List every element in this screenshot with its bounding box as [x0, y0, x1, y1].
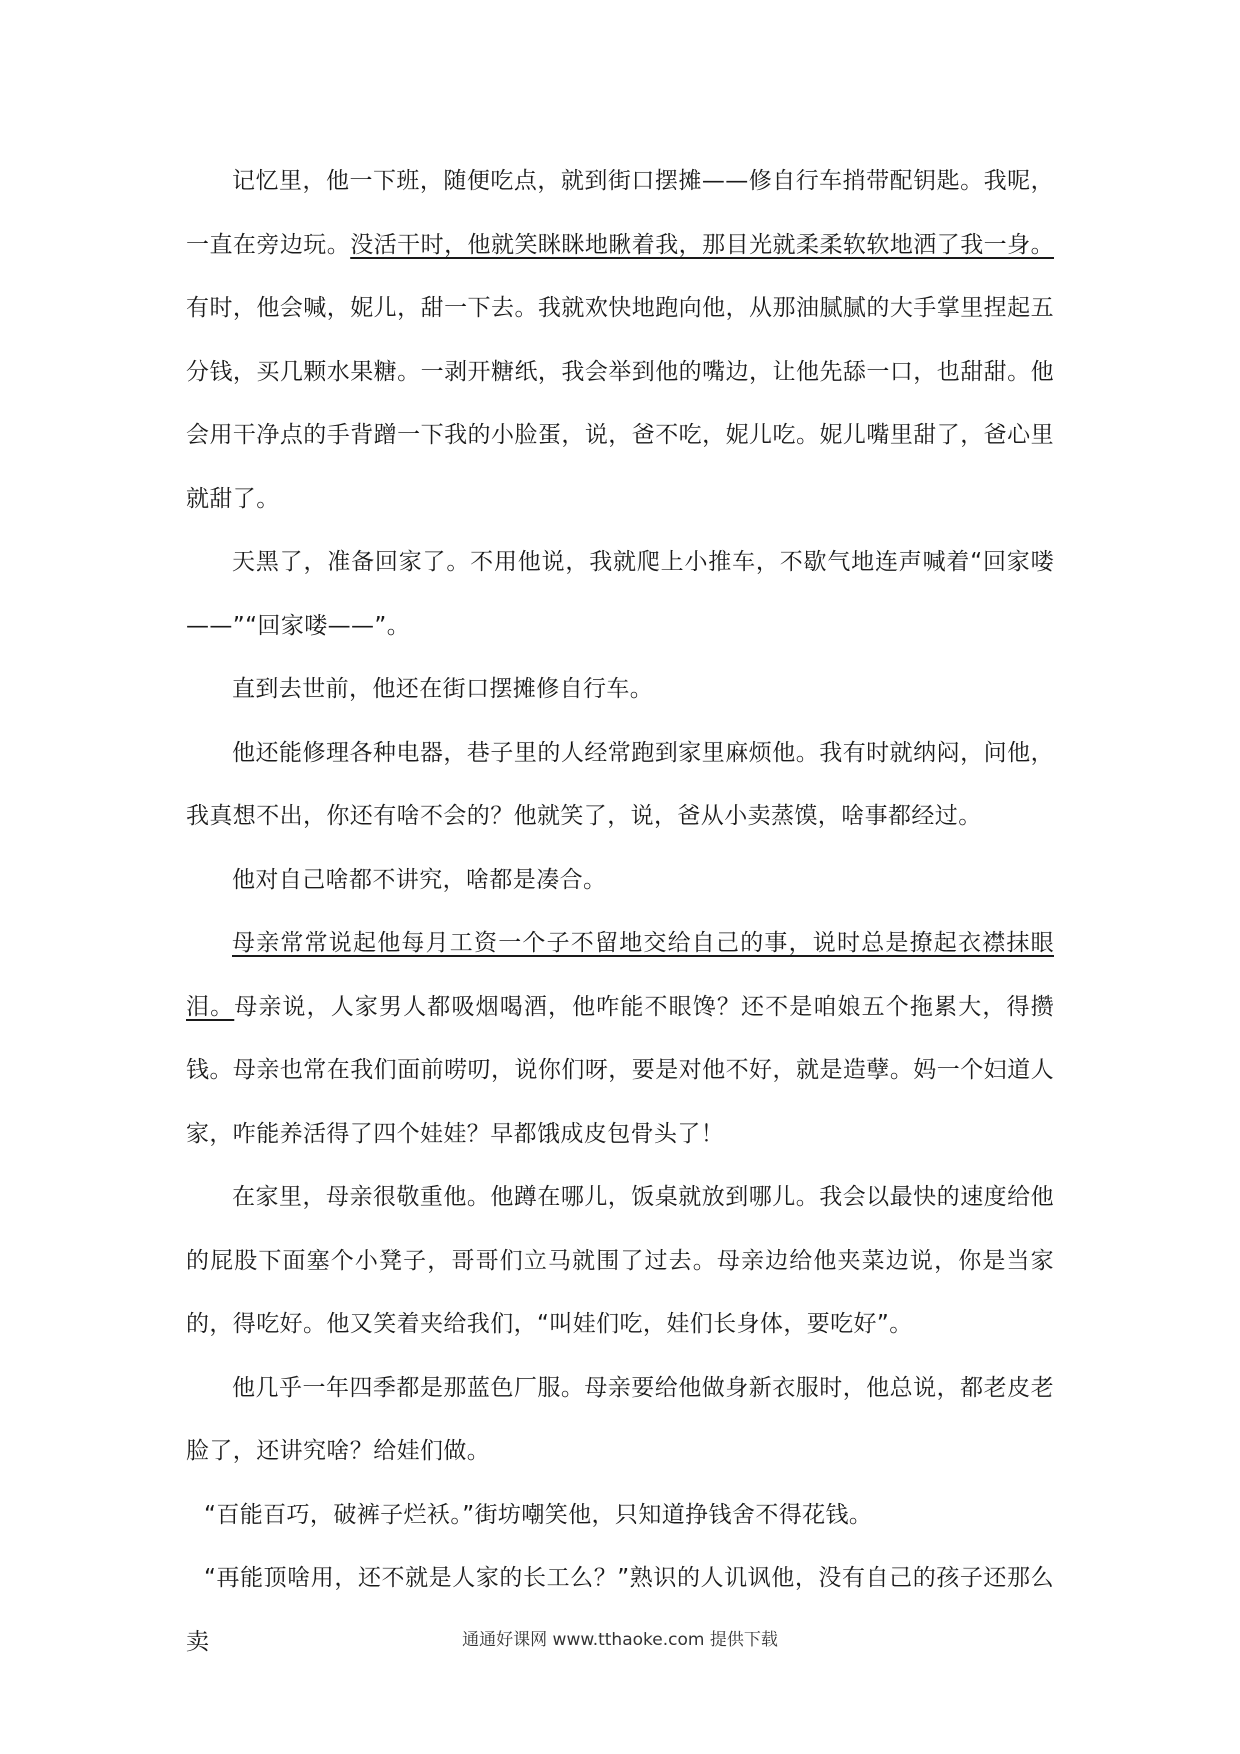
- paragraph-2: [186, 531, 1054, 658]
- paragraph-6: [186, 912, 1054, 1166]
- text-segment: “再能顶啥用，还不就是人家的长工么？”熟识的人讥讽他，没有自己的孩子还那么卖: [186, 1565, 1054, 1655]
- text-segment: “百能百巧，破裤子烂袄。”街坊嘲笑他，只知道挣钱舍不得花钱。: [204, 1501, 873, 1528]
- text-segment: 他还能修理各种电器，巷子里的人经常跑到家里麻烦他。我有时就纳闷，问他，我真想不出，你还有啥不会的？他就笑了，说，爸从小卖蒸馍，啥事都经过。: [186, 739, 1054, 829]
- text-segment: 记忆里，他一下班，随便吃点，就到街口摆摊——修自行车捎带配钥匙。我呢，一直在旁边玩。: [186, 168, 1054, 258]
- paragraph-5: [186, 849, 1054, 913]
- text-segment: 母亲说，人家男人都吸烟喝酒，他咋能不眼馋？还不是咱娘五个拖累大，得攒钱。母亲也常在我们面前唠叨，说你们呀，要是对他不好，就是造孽。妈一个妇道人家，咋能养活得了四个娃娃？早都饿成皮包骨头了！: [186, 993, 1054, 1147]
- footer-credit: 通通好课网 www.tthaoke.com 提供下载: [462, 1630, 778, 1650]
- paragraph-9: [186, 1484, 1054, 1548]
- text-segment: 在家里，母亲很敬重他。他蹲在哪儿，饭桌就放到哪儿。我会以最快的速度给他的屁股下面塞个小凳子，哥哥们立马就围了过去。母亲边给他夹菜边说，你是当家的，得吃好。他又笑着夹给我们，“叫娃们吃，娃们长身体，要吃好”。: [186, 1184, 1054, 1337]
- paragraph-10: [186, 1547, 1054, 1674]
- paragraph-7: [186, 1166, 1054, 1357]
- text-segment: 他对自己啥都不讲究，啥都是凑合。: [232, 866, 607, 893]
- text-segment: 他几乎一年四季都是那蓝色厂服。母亲要给他做身新衣服时，他总说，都老皮老脸了，还讲究啥？给娃们做。: [186, 1374, 1054, 1464]
- paragraph-8: [186, 1357, 1054, 1484]
- paragraph-3: [186, 658, 1054, 722]
- paragraph-1: [186, 150, 1054, 531]
- text-segment: 直到去世前，他还在街口摆摊修自行车。: [232, 676, 654, 702]
- document-body: [186, 150, 1054, 1674]
- text-segment: 有时，他会喊，妮儿，甜一下去。我就欢快地跑向他，从那油腻腻的大手掌里捏起五分钱，买几颗水果糖。一剥开糖纸，我会举到他的嘴边，让他先舔一口，也甜甜。他会用干净点的手背蹭一下我的小脸蛋，说，爸不吃，妮儿吃。妮儿嘴里甜了，爸心里就甜了。: [186, 295, 1054, 512]
- underlined-text-segment: 母亲常常说起他每月工资一个子不留地交给自己的事，说时总是撩起衣襟抹眼泪。: [186, 930, 1054, 1020]
- underlined-text-segment: 没活干时，他就笑眯眯地瞅着我，那目光就柔柔软软地洒了我一身。: [350, 231, 1054, 258]
- paragraph-4: [186, 722, 1054, 849]
- text-segment: 天黑了，准备回家了。不用他说，我就爬上小推车，不歇气地连声喊着“回家喽——”“回家喽——”。: [186, 549, 1054, 639]
